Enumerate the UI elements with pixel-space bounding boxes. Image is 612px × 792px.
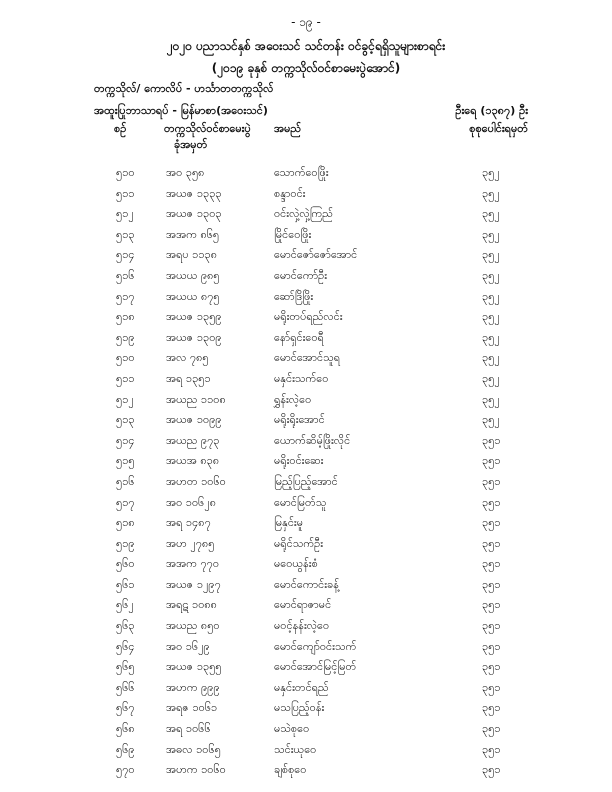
table-row bbox=[94, 411, 528, 432]
table-row bbox=[94, 267, 528, 288]
row-number: ၅၁၀ bbox=[116, 166, 135, 179]
row-name: မရိုးဝင်းဆေး bbox=[274, 454, 324, 468]
table-row bbox=[94, 761, 528, 782]
row-number: ၅၁၇ bbox=[116, 495, 135, 509]
row-name: မောင်မြတ်သူ bbox=[274, 495, 327, 509]
row-roll-number: အယယ ၈၇၅ bbox=[166, 289, 220, 303]
row-roll-number: အလ ၇၈၅ bbox=[166, 351, 209, 365]
row-score: ၃၅၁ bbox=[482, 516, 501, 530]
row-name: စန္ဒာဝင်း bbox=[274, 186, 306, 200]
row-score: ၃၅၁ bbox=[482, 742, 501, 756]
row-number: ၅၆၇ bbox=[116, 701, 135, 715]
table-row bbox=[94, 432, 528, 453]
table-row bbox=[94, 514, 528, 535]
row-roll-number: အအက ၇၇၀ bbox=[166, 557, 220, 571]
row-score: ၃၅၁ bbox=[482, 577, 501, 591]
row-number: ၅၁၅ bbox=[116, 454, 135, 468]
table-row bbox=[94, 329, 528, 350]
row-roll-number: အရ ၁၀၆၆ bbox=[166, 722, 211, 736]
header-name: အမည် bbox=[274, 122, 302, 135]
row-number: ၅၆၃ bbox=[116, 619, 135, 633]
row-roll-number: အရ ၁၃၅၁ bbox=[166, 371, 211, 385]
row-number: ၅၆၂ bbox=[116, 598, 134, 612]
row-score: ၃၅၂ bbox=[482, 268, 500, 282]
row-name: မရိုးရိုးအောင် bbox=[274, 413, 325, 427]
row-score: ၃၅၂ bbox=[482, 166, 500, 179]
page-number: - ၁၉ - bbox=[291, 15, 321, 29]
row-number: ၅၁၃ bbox=[116, 413, 135, 427]
row-roll-number: အရ ၁၄၈၇ bbox=[166, 516, 211, 530]
row-name: မောင်ကောင်းခန့် bbox=[274, 577, 339, 591]
table-row bbox=[94, 164, 528, 185]
quota-label: ဦးရေ (၁၃၈၇) ဦး bbox=[455, 104, 528, 117]
row-roll-number: အရဇ ၁၀၆၁ bbox=[166, 701, 218, 715]
row-name: မောင်ဇော်ဇော်အောင် bbox=[274, 248, 358, 262]
row-score: ၃၅၁ bbox=[482, 536, 501, 550]
row-roll-number: အဝ ၁၆၂၉ bbox=[166, 639, 210, 653]
university-line: တက္ကသိုလ်/ ကောလိပ် - ဟင်္သာတတက္ကသိုလ် bbox=[94, 82, 274, 95]
table-row bbox=[94, 596, 528, 617]
row-name: သင်းယုဝေ bbox=[274, 742, 317, 756]
row-number: ၅၆၄ bbox=[116, 639, 135, 653]
row-name: နော်ရှင်းဝေရီ bbox=[274, 330, 324, 344]
row-name: ရွှန်းလဲ့ဝေ bbox=[274, 392, 312, 406]
row-score: ၃၅၂ bbox=[482, 186, 500, 200]
row-name: ဝင်းလှဲ့လှဲ့ကြည် bbox=[274, 207, 333, 221]
row-roll-number: အယဇ ၁၃၀၃ bbox=[166, 207, 222, 221]
row-name: မဝေယွန်းစံ bbox=[274, 557, 318, 571]
row-roll-number: အရဋ ၁၀၈၈ bbox=[166, 598, 217, 612]
row-score: ၃၅၁ bbox=[482, 722, 501, 736]
table-row bbox=[94, 658, 528, 679]
header-score: စုစုပေါင်းရမှတ် bbox=[469, 122, 528, 135]
row-roll-number: အယဇ ၁၂၉၇ bbox=[166, 577, 221, 591]
row-name: မသပြည့်ဝန်း bbox=[274, 701, 325, 715]
row-score: ၃၅၁ bbox=[482, 557, 501, 571]
row-number: ၅၁၀ bbox=[116, 351, 135, 365]
row-number: ၅၁၄ bbox=[116, 433, 135, 447]
document-subtitle: (၂၀၁၉ ခုနှစ် တက္ကသိုလ်ဝင်စာမေးပွဲအောင်) bbox=[211, 61, 401, 75]
table-row bbox=[94, 391, 528, 412]
table-row bbox=[94, 679, 528, 700]
faculty-label: အထူးပြုဘာသာရပ် - မြန်မာစာ(အဝေးသင်) bbox=[94, 104, 268, 117]
row-number: ၅၁၉ bbox=[116, 330, 135, 344]
header-roll: တက္ကသိုလ်ဝင်စာမေးပွဲ bbox=[164, 122, 251, 135]
row-score: ၃၅၂ bbox=[482, 351, 500, 365]
row-number: ၅၁၉ bbox=[116, 536, 135, 550]
row-name: မောင်ကော်ဦး bbox=[274, 268, 328, 282]
row-name: မဝင့်နန်းလဲ့ဝေ bbox=[274, 619, 330, 633]
row-roll-number: အဟတ ၁၀၆၀ bbox=[166, 474, 226, 488]
table-row bbox=[94, 638, 528, 659]
table-row bbox=[94, 246, 528, 267]
row-score: ၃၅၁ bbox=[482, 598, 501, 612]
row-number: ၅၁၈ bbox=[116, 516, 135, 530]
table-row bbox=[94, 535, 528, 556]
row-number: ၅၁၂ bbox=[116, 392, 134, 406]
row-roll-number: အဟ ၂၇၈၅ bbox=[166, 536, 215, 550]
table-row bbox=[94, 494, 528, 515]
row-score: ၃၅၂ bbox=[482, 330, 500, 344]
row-name: မောင်ရာဇာမင် bbox=[274, 598, 332, 612]
row-name: မြနှင်းမူ bbox=[274, 516, 303, 530]
row-roll-number: အဟက ၉၉၉ bbox=[166, 680, 220, 694]
table-row bbox=[94, 308, 528, 329]
row-number: ၅၁၃ bbox=[116, 227, 135, 241]
row-roll-number: အယဇ ၁၃၅၅ bbox=[166, 660, 222, 674]
row-roll-number: အယအ ၈၃၈ bbox=[166, 454, 220, 468]
header-roll-number: ခုံအမှတ် bbox=[174, 138, 208, 151]
row-roll-number: အရပ ၁၁၃၈ bbox=[166, 248, 218, 262]
row-name: မောင်အောင်မြင့်မြတ် bbox=[274, 660, 357, 674]
row-number: ၅၁၆ bbox=[116, 268, 135, 282]
row-name: မောင်အောင်သူရ bbox=[274, 351, 341, 365]
table-row bbox=[94, 741, 528, 762]
row-roll-number: အယည ၈၅၀ bbox=[166, 619, 220, 633]
row-number: ၅၆၅ bbox=[116, 660, 135, 674]
row-name: သောက်ဝေဖြိုး bbox=[274, 166, 329, 179]
row-roll-number: အယည ၉၇၃ bbox=[166, 433, 220, 447]
row-name: မြိုင်ဝေဖြိုး bbox=[274, 227, 312, 241]
row-score: ၃၅၁ bbox=[482, 660, 501, 674]
table-row bbox=[94, 185, 528, 206]
table-row bbox=[94, 288, 528, 309]
table-row bbox=[94, 370, 528, 391]
row-score: ၃၅၂ bbox=[482, 248, 500, 262]
table-row bbox=[94, 473, 528, 494]
table-row bbox=[94, 349, 528, 370]
row-score: ၃၅၁ bbox=[482, 454, 501, 468]
row-name: မရိုင်သက်ဦး bbox=[274, 536, 323, 550]
row-score: ၃၅၁ bbox=[482, 701, 501, 715]
row-number: ၅၁၂ bbox=[116, 207, 134, 221]
table-row bbox=[94, 205, 528, 226]
row-roll-number: အဓလ ၁၀၆၅ bbox=[166, 742, 221, 756]
row-roll-number: အဝ ၁၀၆၂၈ bbox=[166, 495, 217, 509]
row-score: ၃၅၁ bbox=[482, 433, 501, 447]
row-roll-number: အအက ၈၆၅ bbox=[166, 227, 220, 241]
row-score: ၃၅၁ bbox=[482, 639, 501, 653]
row-score: ၃၅၂ bbox=[482, 392, 500, 406]
row-score: ၃၅၁ bbox=[482, 680, 501, 694]
row-name: ဆော်ဒြိဖြိုး bbox=[274, 289, 314, 303]
table-row bbox=[94, 576, 528, 597]
row-number: ၅၁၈ bbox=[116, 310, 135, 324]
row-number: ၅၇၀ bbox=[116, 763, 135, 777]
row-name: ယောက်ဆိမ့်ဖြိုးလိုင် bbox=[274, 433, 351, 447]
row-score: ၃၅၂ bbox=[482, 310, 500, 324]
row-number: ၅၆၀ bbox=[116, 557, 135, 571]
row-score: ၃၅၂ bbox=[482, 289, 500, 303]
row-number: ၅၁၆ bbox=[116, 474, 135, 488]
row-roll-number: အယဇ ၁၀၉၉ bbox=[166, 413, 222, 427]
row-score: ၃၅၁ bbox=[482, 495, 501, 509]
row-score: ၃၅၁ bbox=[482, 619, 501, 633]
row-name: မနှင်းသက်ဝေ bbox=[274, 371, 329, 385]
row-roll-number: အယည ၁၁၀၈ bbox=[166, 392, 226, 406]
row-number: ၅၁၁ bbox=[116, 186, 135, 200]
row-score: ၃၅၂ bbox=[482, 413, 500, 427]
row-number: ၅၁၇ bbox=[116, 289, 135, 303]
row-roll-number: အယဇ ၁၃၀၉ bbox=[166, 330, 222, 344]
row-name: ချစ်စုဝေ bbox=[274, 763, 307, 777]
table-row bbox=[94, 720, 528, 741]
row-roll-number: အဟက ၁၀၆၀ bbox=[166, 763, 226, 777]
table-row bbox=[94, 617, 528, 638]
row-number: ၅၁၁ bbox=[116, 371, 135, 385]
row-score: ၃၅၂ bbox=[482, 227, 500, 241]
row-score: ၃၅၂ bbox=[482, 207, 500, 221]
row-name: မနှင်းတင်ရည် bbox=[274, 680, 329, 694]
row-score: ၃၅၁ bbox=[482, 474, 501, 488]
table-row bbox=[94, 452, 528, 473]
row-score: ၃၅၁ bbox=[482, 763, 501, 777]
row-number: ၅၆၉ bbox=[116, 742, 135, 756]
table-row bbox=[94, 555, 528, 576]
row-roll-number: အဝ ၃၅၈ bbox=[166, 166, 205, 179]
row-roll-number: အယဇ ၁၃၅၉ bbox=[166, 310, 222, 324]
row-number: ၅၆၁ bbox=[116, 577, 135, 591]
row-roll-number: အယဇ ၁၃၃၃ bbox=[166, 186, 222, 200]
row-number: ၅၆၈ bbox=[116, 722, 135, 736]
row-name: မြည့်ပြည့်အောင် bbox=[274, 474, 338, 488]
row-name: မသဲစုဝေ bbox=[274, 722, 310, 736]
results-table bbox=[94, 164, 528, 782]
row-roll-number: အယယ ၉၈၅ bbox=[166, 268, 220, 282]
row-number: ၅၆၆ bbox=[116, 680, 135, 694]
table-row bbox=[94, 226, 528, 247]
document-title: ၂၀၂၀ ပညာသင်နှစ် အဝေးသင် သင်တန်း ဝင်ခွင့်ရရှိသူများစာရင်း bbox=[166, 39, 446, 53]
row-number: ၅၁၄ bbox=[116, 248, 135, 262]
row-score: ၃၅၂ bbox=[482, 371, 500, 385]
header-no: စဉ် bbox=[114, 122, 127, 135]
row-name: မရိုးတပ်ရည်လင်း bbox=[274, 310, 343, 324]
table-header bbox=[94, 122, 528, 154]
table-row bbox=[94, 699, 528, 720]
row-name: မောင်ကျော်ဝင်းသက် bbox=[274, 639, 357, 653]
